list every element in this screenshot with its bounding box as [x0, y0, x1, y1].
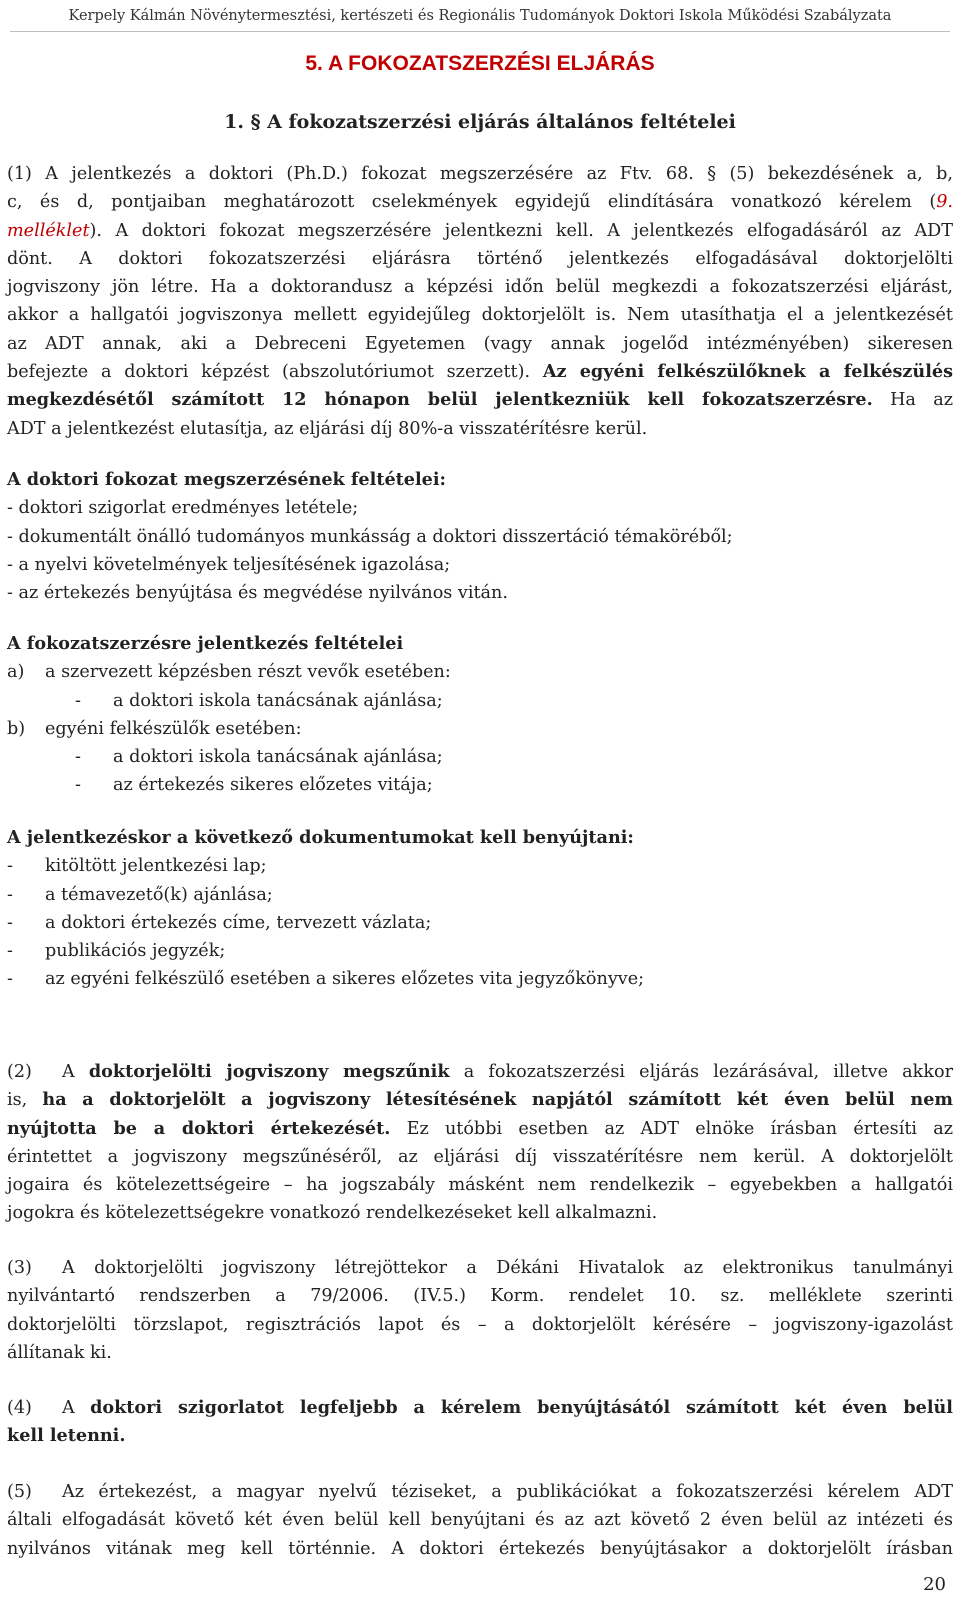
paragraph-4: (4) A doktori szigorlatot legfeljebb a kérelem benyújtásától számított két éven belül kell letenni.	[7, 1397, 953, 1447]
page-number: 20	[923, 1574, 946, 1595]
list-item: - a doktori értekezés címe, tervezett vázlata;	[7, 912, 432, 933]
annex-reference[interactable]: 9.	[936, 192, 953, 213]
list-item: - a nyelvi követelmények teljesítésének igazolása;	[7, 554, 451, 575]
list-item: - a doktori iskola tanácsának ajánlása;	[75, 690, 443, 711]
conditions-block	[7, 466, 953, 607]
list-item: - doktori szigorlat eredményes letétele;	[7, 498, 359, 519]
list-item: - a témavezető(k) ajánlása;	[7, 884, 273, 905]
application-title: A fokozatszerzésre jelentkezés feltételei	[7, 633, 404, 654]
list-item: - publikációs jegyzék;	[7, 941, 226, 962]
chapter-title: 5. A FOKOZATSZERZÉSI ELJÁRÁS	[305, 52, 655, 75]
list-item: - az egyéni felkészülő esetében a sikeres előzetes vita jegyzőkönyve;	[7, 969, 645, 990]
application-block: A fokozatszerzésre jelentkezés feltételei a) a szervezett képzésben részt vevők esetében: - a doktori iskola tanácsának ajánlása; b) egyéni felkészülők esetében: - a doktori iskola tanácsának ajánlása; - az értekezés sikeres előzetes vitája;	[7, 630, 953, 800]
list-item: - dokumentált önálló tudományos munkásság a doktori disszertáció témaköréből;	[7, 526, 733, 547]
running-header: Kerpely Kálmán Növénytermesztési, kertészeti és Regionális Tudományok Doktori Iskola Működési Szabályzata	[68, 8, 892, 24]
paragraph-1: (1) A jelentkezés a doktori (Ph.D.) fokozat megszerzésére az Ftv. 68. § (5) bekezdésének a, b, c, és d, pontjaiban meghatározott cselekmények egyidejű elindítására vonatkozó kérelem (9. melléklet). A doktori fokozat megszerzésére jelentkezni kell. A jelentkezés elfogadásáról az ADT dönt. A doktori fokozatszerzési eljárásra történő jelentkezés elfogadásával doktorjelölti jogviszony jön létre. Ha a doktorandusz a képzési időn belül megkezdi a fokozatszerzési eljárást, akkor a hallgatói jogviszonya mellett egyidejűleg doktorjelölt is. Nem utasíthatja el a jelentkezését az ADT annak, aki a Debreceni Egyetemen (vagy annak jogelőd intézményében) sikeresen befejezte a doktori képzést (abszolutóriumot szerzett). Az egyéni felkészülőknek a felkészülés megkezdésétől számított 12 hónapon belül jelentkezniük kell fokozatszerzésre. Ha az ADT a jelentkezést elutasítja, az eljárási díj 80%-a visszatérítésre kerül.	[7, 164, 953, 439]
section-title: 1. § A fokozatszerzési eljárás általános feltételei	[224, 111, 736, 133]
documents-block	[7, 824, 953, 994]
paragraph-2: (2) A doktorjelölti jogviszony megszűnik a fokozatszerzési eljárás lezárásával, illetve akkor is, ha a doktorjelölt a jogviszony létesítésének napjától számított két éven belül nem nyújtotta be a doktori értekezését. Ez utóbbi esetben az ADT elnöke írásban értesíti az érintettet a jogviszony megszűnéséről, az eljárási díj visszatérítésre nem kerül. A doktorjelölt jogaira és kötelezettségeire – ha jogszabály másként nem rendelkezik – egyebekben a hallgatói jogokra és kötelezettségekre vonatkozó rendelkezéseket kell alkalmazni.	[7, 1061, 953, 1224]
list-item: - a doktori iskola tanácsának ajánlása;	[75, 747, 443, 768]
header-rule	[10, 31, 950, 32]
list-item: - az értekezés sikeres előzetes vitája;	[75, 775, 433, 796]
list-item: - kitöltött jelentkezési lap;	[7, 856, 267, 877]
documents-title: A jelentkezéskor a következő dokumentumokat kell benyújtani:	[7, 827, 634, 848]
annex-reference-cont[interactable]: melléklet	[7, 220, 90, 241]
conditions-title: A doktori fokozat megszerzésének feltételei:	[7, 469, 447, 490]
paragraph-3: (3) A doktorjelölti jogviszony létrejöttekor a Dékáni Hivatalok az elektronikus tanulmányi nyilvántartó rendszerben a 79/2006. (IV.5.) Korm. rendelet 10. sz. melléklete szerinti doktorjelölti törzslapot, regisztrációs lapot és – a doktorjelölt kérésére – jogviszony-igazolást állítanak ki.	[7, 1258, 953, 1363]
paragraph-5: (5) Az értekezést, a magyar nyelvű téziseket, a publikációkat a fokozatszerzési kérelem ADT általi elfogadását követő két éven belül kell benyújtani és az azt követő 2 éven belül az intézeti és nyilvános vitának meg kell történnie. A doktori értekezés benyújtásakor a doktorjelölt írásban	[7, 1482, 953, 1559]
list-item: - az értekezés benyújtása és megvédése nyilvános vitán.	[7, 583, 508, 604]
